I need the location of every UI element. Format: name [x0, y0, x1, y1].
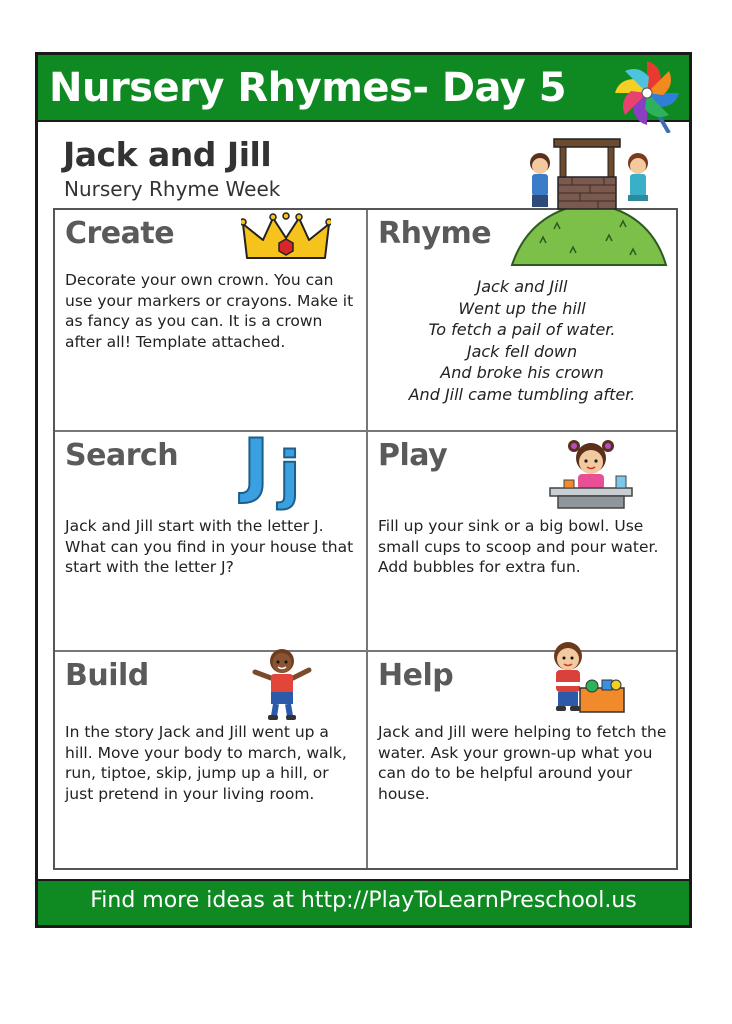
- search-heading: Search: [65, 438, 179, 473]
- girl-at-sink-illustration: [546, 436, 636, 512]
- letter-lower: j: [279, 438, 301, 511]
- boy-exercising-illustration: [251, 646, 313, 722]
- poem-line: And Jill came tumbling after.: [408, 384, 636, 404]
- create-heading: Create: [65, 216, 175, 251]
- header-band: [38, 55, 689, 122]
- poem-line: Went up the hill: [458, 298, 586, 318]
- play-cell: [368, 432, 676, 650]
- play-body: Fill up your sink or a big bowl. Use small cups to scoop and pour water. Add bubbles for extra fun.: [378, 517, 659, 576]
- well-on-hill-illustration: [510, 133, 668, 271]
- letter-upper: J: [243, 424, 270, 506]
- footer-link-text[interactable]: Find more ideas at http://PlayToLearnPreschool.us: [90, 888, 637, 913]
- letter-jj-icon: [243, 424, 323, 516]
- poem-line: Jack fell down: [466, 341, 578, 361]
- activity-grid: [53, 208, 678, 870]
- create-body: Decorate your own crown. You can use your markers or crayons. Make it as fancy as you can. It is a crown after all! Template attached.: [65, 271, 354, 351]
- boy-with-toy-box-illustration: [544, 638, 626, 722]
- page-title: Nursery Rhymes- Day 5: [49, 65, 567, 111]
- poem-line: And broke his crown: [440, 363, 604, 383]
- worksheet-frame: [35, 52, 692, 928]
- play-heading: Play: [378, 438, 448, 473]
- build-body: In the story Jack and Jill went up a hill. Move your body to march, walk, run, tiptoe, skip, jump up a hill, or just pretend in your living room.: [65, 723, 347, 803]
- crown-icon: [241, 212, 331, 264]
- rhyme-heading: Rhyme: [378, 216, 492, 251]
- create-cell: [55, 210, 366, 430]
- help-body: Jack and Jill were helping to fetch the water. Ask your grown-up what you can do to be helpful around your house.: [378, 723, 667, 803]
- poem-line: To fetch a pail of water.: [428, 320, 616, 340]
- footer-band: [38, 879, 689, 925]
- help-cell: [368, 652, 676, 868]
- poem-line: Jack and Jill: [476, 277, 568, 296]
- rhyme-title: Jack and Jill: [63, 135, 272, 174]
- pinwheel-icon: [611, 57, 683, 133]
- search-cell: [55, 424, 366, 650]
- search-body: Jack and Jill start with the letter J. What can you find in your house that start with the letter J?: [65, 517, 354, 576]
- rhyme-poem: [368, 276, 676, 406]
- help-heading: Help: [378, 658, 454, 693]
- rhyme-subtitle: Nursery Rhyme Week: [64, 177, 281, 201]
- build-cell: [55, 652, 366, 868]
- build-heading: Build: [65, 658, 149, 693]
